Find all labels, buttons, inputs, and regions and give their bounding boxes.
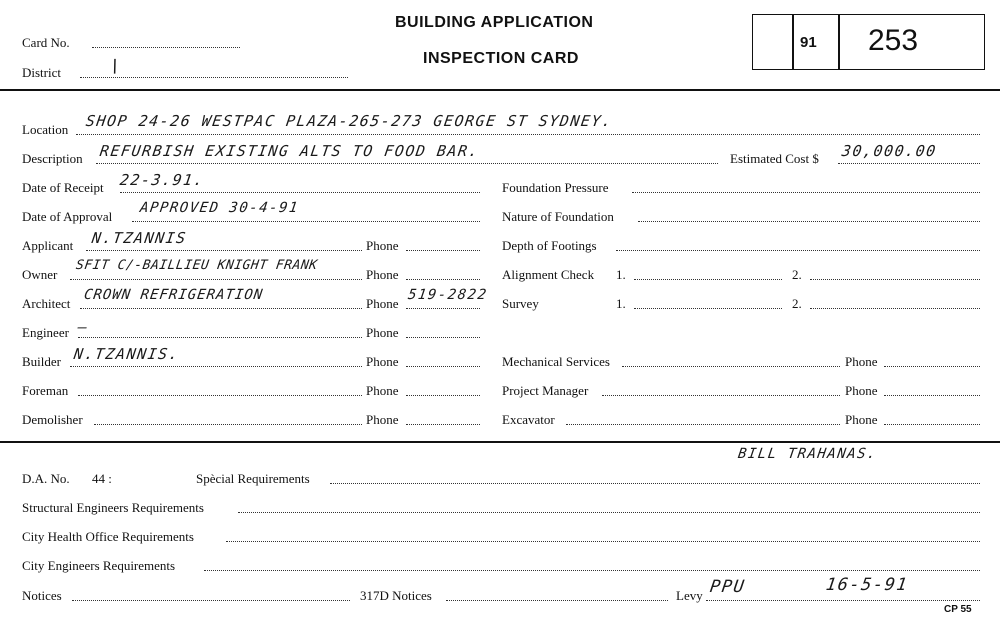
builder-phone-label: Phone bbox=[366, 354, 399, 369]
notices-label: Notices bbox=[22, 588, 62, 603]
description-line bbox=[96, 163, 718, 164]
survey-line-2 bbox=[810, 308, 980, 309]
box-divider-2 bbox=[838, 14, 840, 70]
owner-line bbox=[70, 279, 362, 280]
date-of-receipt-label: Date of Receipt bbox=[22, 180, 104, 195]
location-label: Location bbox=[22, 122, 69, 137]
city-engineers-label: City Engineers Requirements bbox=[22, 558, 176, 573]
foreman-phone-line bbox=[406, 395, 480, 396]
estimated-cost-line bbox=[838, 163, 980, 164]
engineer-line bbox=[78, 337, 362, 338]
district-label: District bbox=[22, 65, 61, 80]
location-value: SHOP 24-26 WESTPAC PLAZA-265-273 GEORGE ST SYDNEY. bbox=[84, 112, 614, 130]
architect-phone-value: 519-2822 bbox=[406, 287, 489, 303]
alignment-check-line-2 bbox=[810, 279, 980, 280]
handwritten-annotation: BILL TRAHANAS. bbox=[736, 446, 879, 462]
alignment-check-label: Alignment Check bbox=[502, 267, 595, 282]
card-no-line bbox=[92, 47, 240, 48]
project-manager-line bbox=[602, 395, 840, 396]
excavator-line bbox=[566, 424, 840, 425]
project-manager-phone-line bbox=[884, 395, 980, 396]
foreman-label: Foreman bbox=[22, 383, 69, 398]
description-label: Description bbox=[22, 151, 83, 166]
builder-value: N.TZANNIS. bbox=[72, 345, 181, 363]
estimated-cost-label: Estimated Cost $ bbox=[730, 151, 819, 166]
location-line bbox=[76, 134, 980, 135]
survey-line-1 bbox=[634, 308, 782, 309]
builder-phone-line bbox=[406, 366, 480, 367]
owner-phone-label: Phone bbox=[366, 267, 399, 282]
city-health-line bbox=[226, 541, 980, 542]
builder-line bbox=[70, 366, 362, 367]
structural-engineers-label: Structural Engineers Requirements bbox=[22, 500, 204, 515]
levy-line bbox=[706, 600, 980, 601]
owner-label: Owner bbox=[22, 267, 58, 282]
applicant-phone-line bbox=[406, 250, 480, 251]
project-manager-phone-label: Phone bbox=[845, 383, 878, 398]
special-requirements-line bbox=[330, 483, 980, 484]
alignment-check-line-1 bbox=[634, 279, 782, 280]
alignment-check-num-1: 1. bbox=[616, 267, 626, 282]
architect-label: Architect bbox=[22, 296, 71, 311]
notices-317d-line bbox=[446, 600, 668, 601]
foreman-phone-label: Phone bbox=[366, 383, 399, 398]
levy-date: 16-5-91 bbox=[824, 575, 910, 595]
demolisher-phone-line bbox=[406, 424, 480, 425]
excavator-phone-label: Phone bbox=[845, 412, 878, 427]
architect-value: CROWN REFRIGERATION bbox=[82, 287, 265, 303]
city-engineers-line bbox=[204, 570, 980, 571]
box-divider-1 bbox=[792, 14, 794, 70]
architect-phone-label: Phone bbox=[366, 296, 399, 311]
description-value: REFURBISH EXISTING ALTS TO FOOD BAR. bbox=[98, 142, 481, 160]
applicant-phone-label: Phone bbox=[366, 238, 399, 253]
title-line-1: BUILDING APPLICATION bbox=[395, 14, 594, 31]
structural-engineers-line bbox=[238, 512, 980, 513]
date-of-receipt-value: 22-3.91. bbox=[118, 171, 206, 189]
foundation-pressure-label: Foundation Pressure bbox=[502, 180, 609, 195]
demolisher-line bbox=[94, 424, 362, 425]
engineer-phone-line bbox=[406, 337, 480, 338]
district-line bbox=[80, 77, 348, 78]
notices-line bbox=[72, 600, 350, 601]
levy-label: Levy bbox=[676, 588, 703, 603]
card-no-label: Card No. bbox=[22, 35, 70, 50]
levy-value: PPU bbox=[708, 577, 747, 597]
excavator-label: Excavator bbox=[502, 412, 555, 427]
title-line-2: INSPECTION CARD bbox=[423, 50, 579, 67]
architect-line bbox=[80, 308, 362, 309]
form-code: CP 55 bbox=[944, 604, 972, 615]
applicant-value: N.TZANNIS bbox=[90, 229, 189, 247]
demolisher-label: Demolisher bbox=[22, 412, 83, 427]
special-requirements-label: Spècial Requirements bbox=[196, 471, 310, 486]
date-of-receipt-line bbox=[120, 192, 480, 193]
box-small-number: 91 bbox=[800, 34, 817, 51]
engineer-value: — bbox=[76, 318, 90, 336]
nature-of-foundation-line bbox=[638, 221, 980, 222]
foundation-pressure-line bbox=[632, 192, 980, 193]
depth-of-footings-label: Depth of Footings bbox=[502, 238, 597, 253]
mechanical-services-phone-label: Phone bbox=[845, 354, 878, 369]
date-of-approval-value: APPROVED 30-4-91 bbox=[138, 200, 300, 216]
owner-phone-line bbox=[406, 279, 480, 280]
demolisher-phone-label: Phone bbox=[366, 412, 399, 427]
survey-num-2: 2. bbox=[792, 296, 802, 311]
top-rule bbox=[0, 89, 1000, 91]
applicant-line bbox=[86, 250, 362, 251]
excavator-phone-line bbox=[884, 424, 980, 425]
date-of-approval-label: Date of Approval bbox=[22, 209, 113, 224]
da-no-value: 44 : bbox=[92, 471, 112, 486]
nature-of-foundation-label: Nature of Foundation bbox=[502, 209, 614, 224]
survey-num-1: 1. bbox=[616, 296, 626, 311]
owner-value: SFIT C/-BAILLIEU KNIGHT FRANK bbox=[74, 258, 319, 273]
project-manager-label: Project Manager bbox=[502, 383, 589, 398]
district-value: \ bbox=[108, 56, 124, 77]
engineer-label: Engineer bbox=[22, 325, 69, 340]
survey-label: Survey bbox=[502, 296, 539, 311]
builder-label: Builder bbox=[22, 354, 61, 369]
mechanical-services-line bbox=[622, 366, 840, 367]
engineer-phone-label: Phone bbox=[366, 325, 399, 340]
foreman-line bbox=[78, 395, 362, 396]
estimated-cost-value: 30,000.00 bbox=[840, 142, 939, 160]
applicant-label: Applicant bbox=[22, 238, 74, 253]
depth-of-footings-line bbox=[616, 250, 980, 251]
architect-phone-line bbox=[406, 308, 480, 309]
notices-317d-label: 317D Notices bbox=[360, 588, 432, 603]
da-no-label: D.A. No. bbox=[22, 471, 70, 486]
mechanical-services-label: Mechanical Services bbox=[502, 354, 610, 369]
middle-rule bbox=[0, 441, 1000, 443]
box-card-number: 253 bbox=[868, 24, 919, 57]
city-health-label: City Health Office Requirements bbox=[22, 529, 194, 544]
date-of-approval-line bbox=[132, 221, 480, 222]
alignment-check-num-2: 2. bbox=[792, 267, 802, 282]
mechanical-services-phone-line bbox=[884, 366, 980, 367]
